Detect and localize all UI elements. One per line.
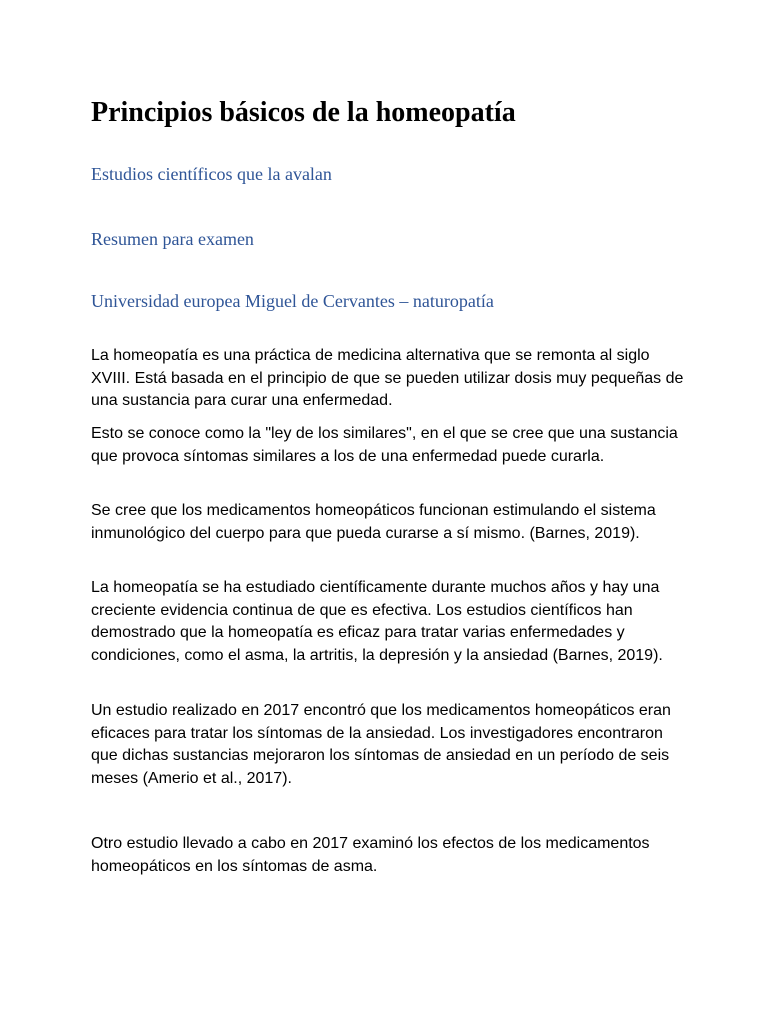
paragraph-scientific-evidence: La homeopatía se ha estudiado científicamente durante muchos años y hay una creciente evidencia continua de que es efectiva. Los estudios científicos han demostrado que la homeopatía es eficaz para tratar varias enfermedades y condiciones, como el asma, la artritis, la depresión y la ansiedad (Barnes, 2019). xyxy=(91,579,663,664)
subheading-university: Universidad europea Miguel de Cervantes – naturopatía xyxy=(91,291,494,311)
subheading-scientific-studies: Estudios científicos que la avalan xyxy=(91,164,332,184)
subheading-exam-summary: Resumen para examen xyxy=(91,229,254,249)
paragraph-law-of-similars: Esto se conoce como la "ley de los similares", en el que se cree que una sustancia que provoca síntomas similares a los de una enfermedad puede curarla. xyxy=(91,425,678,465)
paragraph-intro: La homeopatía es una práctica de medicina alternativa que se remonta al siglo XVIII. Está basada en el principio de que se pueden utilizar dosis muy pequeñas de una sustancia para curar una enfermedad. xyxy=(91,347,684,410)
paragraph-anxiety-study: Un estudio realizado en 2017 encontró que los medicamentos homeopáticos eran eficaces para tratar los síntomas de la ansiedad. Los investigadores encontraron que dichas sustancias mejoraron los síntomas de ansiedad en un período de seis meses (Amerio et al., 2017). xyxy=(91,702,671,787)
paragraph-asthma-study: Otro estudio llevado a cabo en 2017 examinó los efectos de los medicamentos homeopáticos en los síntomas de asma. xyxy=(91,835,650,875)
paragraph-immune-system: Se cree que los medicamentos homeopáticos funcionan estimulando el sistema inmunológico del cuerpo para que pueda curarse a sí mismo. (Barnes, 2019). xyxy=(91,502,656,542)
document-title: Principios básicos de la homeopatía xyxy=(91,97,516,128)
